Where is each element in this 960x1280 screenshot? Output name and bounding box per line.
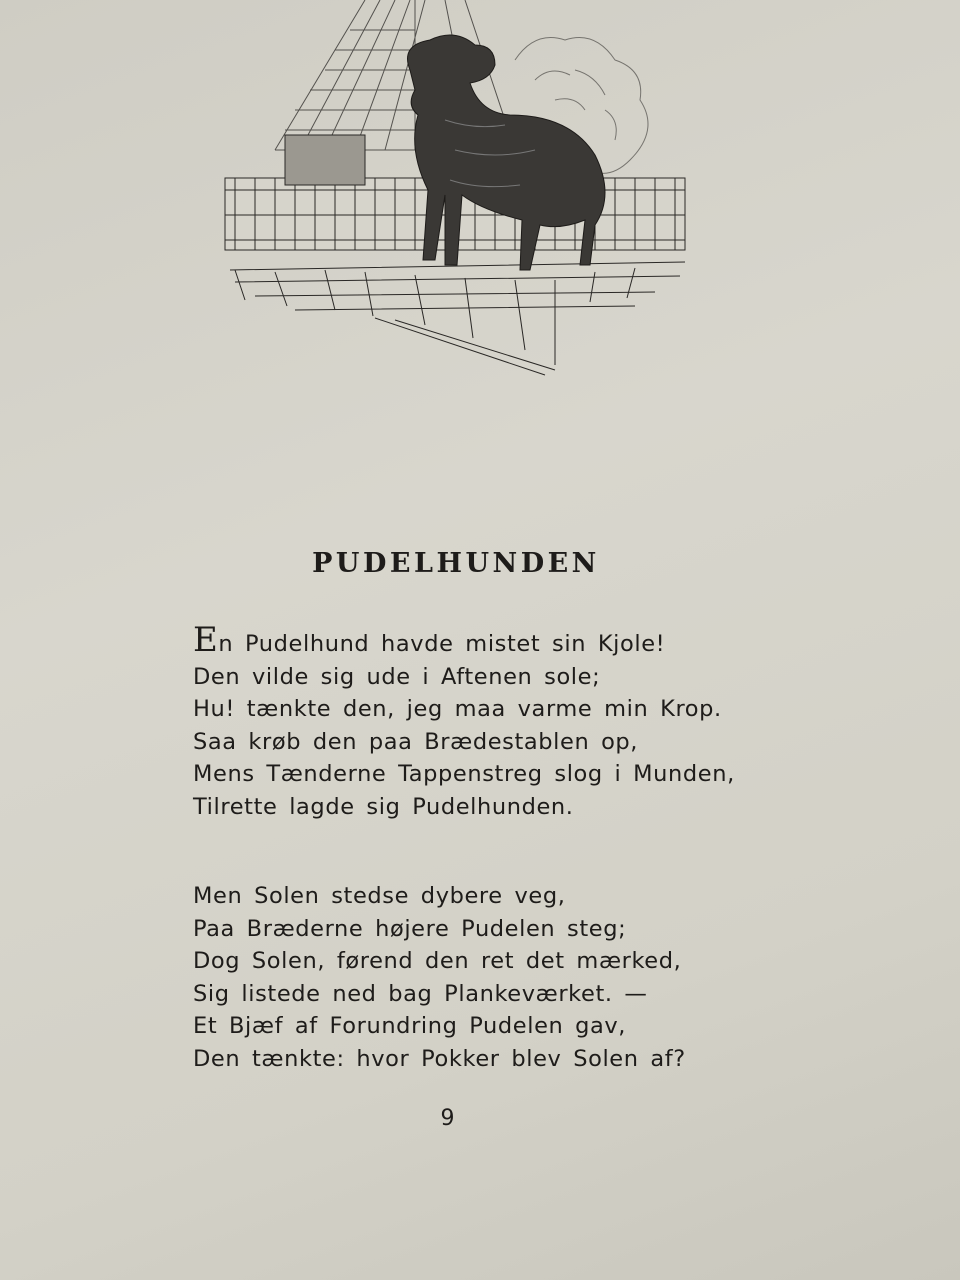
verse-line: Sig listede ned bag Plankeværket. — (193, 980, 648, 1007)
verse-line: Et Bjæf af Forundring Pudelen gav, (193, 1013, 627, 1039)
verse-line: Dog Solen, førend den ret det mærked, (193, 948, 682, 974)
verse-line: Paa Bræderne højere Pudelen steg; (193, 915, 627, 942)
verse-line: Tilrette lagde sig Pudelhunden. (193, 793, 574, 820)
verse-line: Mens Tænderne Tappenstreg slog i Munden, (193, 761, 735, 787)
verse-line: Den tænkte: hvor Pokker blev Solen af? (193, 1045, 686, 1072)
page-number: 9 (440, 1106, 455, 1131)
verse-line: Men Solen stedse dybere veg, (193, 883, 566, 909)
poem-title: PUDELHUNDEN (312, 548, 600, 579)
verse-line: Den vilde sig ude i Aftenen sole; (193, 663, 601, 690)
verse-line (193, 620, 735, 661)
stanza-2 (193, 880, 686, 1075)
stanza-1 (193, 620, 735, 823)
verse-line-text: n Pudelhund havde mistet sin Kjole! (218, 631, 666, 657)
drop-cap: E (193, 620, 219, 660)
verse-line: Saa krøb den paa Brædestablen op, (193, 728, 639, 755)
verse-line: Hu! tænkte den, jeg maa varme min Krop. (193, 696, 722, 722)
plank-stack (230, 262, 685, 375)
poodle-engraving-illustration (215, 0, 695, 380)
